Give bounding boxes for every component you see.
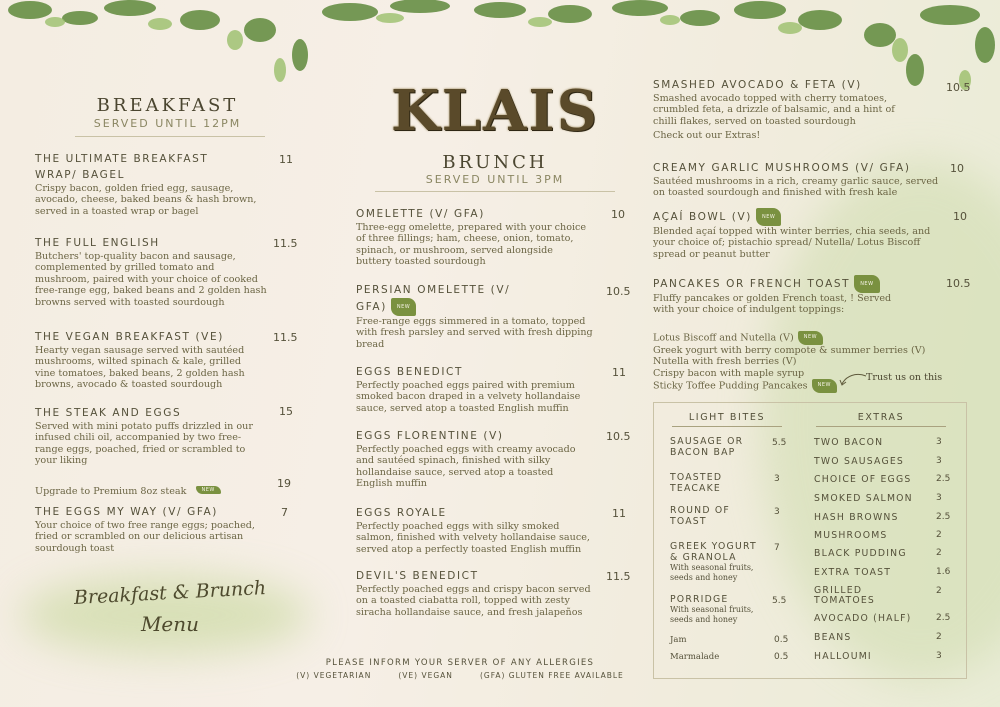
light-bite-price: 7 [774, 543, 780, 553]
light-bite-price: 0.5 [774, 652, 789, 662]
item-price: 11 [279, 153, 293, 166]
callout-arrow-icon [838, 370, 868, 388]
extra-item: HASH BROWNS [814, 512, 899, 523]
topping-item: Crispy bacon with maple syrup [653, 367, 805, 379]
item-price: 11.5 [273, 237, 298, 250]
light-bite-name: SAUSAGE OR [670, 436, 744, 447]
item-name: CREAMY GARLIC MUSHROOMS (V/ GFA) [653, 162, 911, 174]
extra-price: 3 [936, 456, 942, 466]
allergy-notice: PLEASE INFORM YOUR SERVER OF ANY ALLERGIES [325, 658, 595, 668]
item-name-row [653, 208, 973, 226]
new-badge: NEW [756, 208, 781, 226]
item-name: THE VEGAN BREAKFAST (VE) [35, 331, 224, 343]
topping-text: Lotus Biscoff and Nutella (V) [653, 332, 794, 344]
item-name-cont [356, 298, 636, 316]
light-bite-sub: With seasonal fruits, seeds and honey [670, 605, 754, 624]
extra-price: 1.6 [936, 567, 951, 577]
light-bite-name: TOASTED [670, 472, 723, 483]
item-price: 11.5 [606, 570, 631, 583]
item-price: 10 [950, 162, 964, 175]
menu-item [356, 505, 636, 555]
menu-item [35, 235, 300, 308]
extra-item: BEANS [814, 632, 852, 643]
topping-item [653, 331, 953, 345]
extra-item: GRILLED TOMATOES [814, 585, 876, 606]
light-bite-name-2: & GRANOLA [670, 552, 737, 563]
menu-item [35, 151, 300, 217]
item-price: 15 [279, 405, 293, 418]
item-description: Perfectly poached eggs paired with premium smoked bacon draped in a velvety hollandaise sauce, served atop a toasted English muffin [356, 380, 581, 414]
extra-price: 2 [936, 548, 942, 558]
item-name: THE STEAK AND EGGS [35, 407, 182, 419]
script-title-line2: Menu [140, 612, 200, 636]
item-price: 10 [953, 210, 967, 223]
item-name: THE EGGS MY WAY (V/ GFA) [35, 506, 218, 518]
menu-item [356, 282, 636, 350]
item-description: Perfectly poached eggs with silky smoked salmon, finished with velvety hollandaise sauce, served atop a perfectly toasted English muffin [356, 521, 590, 555]
menu-item [356, 428, 636, 490]
menu-item [653, 77, 973, 142]
menu-item [356, 206, 636, 268]
item-name: DEVIL'S BENEDICT [356, 570, 479, 582]
new-badge: NEW [798, 331, 823, 345]
breakfast-title: BREAKFAST [96, 95, 239, 116]
menu-item [35, 329, 300, 391]
light-bite-price: 3 [774, 474, 780, 484]
item-description: Served with mini potato puffs drizzled in our infused chili oil, accompanied by two free-range eggs, poached, fried or scrambled to your liking [35, 421, 253, 467]
light-bite-price: 5.5 [772, 596, 787, 606]
item-name: PERSIAN OMELETTE (V/ [356, 284, 511, 296]
item-name: OMELETTE (V/ GFA) [356, 208, 485, 220]
item-name: EGGS BENEDICT [356, 366, 463, 378]
light-bite-item [670, 541, 770, 583]
item-description: Free-range eggs simmered in a tomato, topped with fresh parsley and served with fresh dipping bread [356, 316, 593, 350]
extra-item: SMOKED SALMON [814, 493, 913, 504]
light-bites-title: LIGHT BITES [672, 412, 782, 427]
light-bite-name-2: TOAST [670, 516, 707, 527]
extra-price: 2.5 [936, 474, 951, 484]
menu-item [653, 208, 973, 260]
light-bite-name-2: BACON BAP [670, 447, 736, 458]
new-badge: NEW [391, 298, 416, 316]
item-price: 11.5 [273, 331, 298, 344]
light-bite-item [670, 594, 770, 625]
topping-text: Sticky Toffee Pudding Pancakes [653, 380, 808, 392]
brunch-title: BRUNCH [442, 152, 548, 173]
upgrade-price: 19 [277, 477, 291, 490]
breakfast-subtitle: SERVED UNTIL 12PM [93, 117, 242, 130]
divider [75, 136, 265, 137]
extra-price: 3 [936, 493, 942, 503]
toppings-list [653, 331, 953, 393]
item-name: SMASHED AVOCADO & FETA (V) [653, 79, 862, 91]
extra-price: 2.5 [936, 613, 951, 623]
item-price: 10.5 [606, 285, 631, 298]
topping-item: Greek yogurt with berry compote & summer berries (V) [653, 344, 926, 356]
extra-item: BLACK PUDDING [814, 548, 907, 559]
brunch-subtitle: SERVED UNTIL 3PM [425, 173, 565, 186]
extra-item: HALLOUMI [814, 651, 872, 662]
extra-item: TWO SAUSAGES [814, 456, 905, 467]
light-bite-name: ROUND OF [670, 505, 730, 516]
item-description: Hearty vegan sausage served with sautéed mushrooms, wilted spinach & kale, grilled vine tomatoes, baked beans, 2 golden hash browns, avocado & toasted sourdough [35, 345, 245, 391]
breakfast-section [30, 95, 295, 137]
light-bite-item [670, 505, 770, 527]
light-bite-sub: With seasonal fruits, seeds and honey [670, 563, 754, 582]
item-description: Butchers' top-quality bacon and sausage, complemented by grilled tomato and mushroom, paired with your choice of cooked free-range egg, baked beans and 2 golden hash browns served with toasted sourdough [35, 251, 267, 308]
extra-price: 2.5 [936, 512, 951, 522]
light-bite-price: 3 [774, 507, 780, 517]
extra-item: MUSHROOMS [814, 530, 888, 541]
extra-item: AVOCADO (HALF) [814, 613, 912, 624]
new-badge: NEW [196, 486, 221, 494]
upgrade-text: Upgrade to Premium 8oz steak [35, 486, 187, 497]
menu-item [356, 568, 636, 618]
new-badge: NEW [854, 275, 879, 293]
upgrade-line [35, 479, 300, 498]
item-description: Fluffy pancakes or golden French toast, ! Served with your choice of indulgent toppings: [653, 293, 892, 316]
item-price: 7 [281, 506, 288, 519]
extra-item: EXTRA TOAST [814, 567, 892, 578]
item-name: EGGS ROYALE [356, 507, 447, 519]
brand-logo: KLAIS [390, 78, 600, 144]
dietary-legend: (V) VEGETARIAN (VE) VEGAN (GFA) GLUTEN FREE AVAILABLE [296, 671, 624, 680]
item-name: AÇAÍ BOWL (V) [653, 211, 752, 223]
extra-price: 3 [936, 437, 942, 447]
light-bite-name-2: TEACAKE [670, 483, 721, 494]
topping-item: Nutella with fresh berries (V) [653, 356, 797, 368]
extra-price: 2 [936, 530, 942, 540]
item-name-row [653, 275, 973, 293]
script-menu-title [40, 576, 300, 636]
item-name-line2: GFA) [356, 301, 387, 313]
light-bite-name: PORRIDGE [670, 594, 729, 605]
item-price: 11 [612, 507, 626, 520]
item-description: Three-egg omelette, prepared with your choice of three fillings; ham, cheese, onion, tomato, spinach, or mushroom, served alongside buttery toasted sourdough [356, 222, 587, 268]
menu-item [35, 405, 300, 467]
light-bite-name: GREEK YOGURT [670, 541, 757, 552]
item-name: THE FULL ENGLISH [35, 237, 160, 249]
callout-text: Trust us on this [866, 372, 943, 383]
item-description: Sautéed mushrooms in a rich, creamy garlic sauce, served on toasted sourdough and finished with fresh kale [653, 176, 939, 199]
item-description: Your choice of two free range eggs; poached, fried or scrambled on our delicious artisan sourdough toast [35, 520, 255, 554]
item-name: PANCAKES OR FRENCH TOAST [653, 278, 851, 290]
item-name: EGGS FLORENTINE (V) [356, 430, 504, 442]
script-title-line1: Breakfast & Brunch [73, 576, 267, 610]
extra-price: 2 [936, 586, 942, 596]
item-description: Perfectly poached eggs and crispy bacon served on a toasted ciabatta roll, topped with zesty siracha hollandaise sauce, and fresh jalapeños [356, 584, 591, 618]
menu-item [653, 160, 973, 199]
light-bite-price: 0.5 [774, 635, 789, 645]
extra-price: 3 [936, 651, 942, 661]
extra-item: TWO BACON [814, 437, 884, 448]
menu-item [35, 504, 300, 554]
item-description: Crispy bacon, golden fried egg, sausage, avocado, cheese, baked beans & hash brown, served in a toasted wrap or bagel [35, 183, 257, 217]
item-price: 10.5 [606, 430, 631, 443]
extra-price: 2 [936, 632, 942, 642]
light-bite-item: Jam [670, 635, 687, 645]
menu-item [356, 364, 636, 414]
extras-note: Check out our Extras! [653, 130, 761, 142]
item-name: THE ULTIMATE BREAKFAST WRAP/ BAGEL [35, 153, 209, 181]
extra-item: CHOICE OF EGGS [814, 474, 912, 485]
extras-title: EXTRAS [816, 412, 946, 427]
new-badge: NEW [812, 379, 837, 393]
item-price: 11 [612, 366, 626, 379]
menu-item [653, 275, 973, 316]
divider [375, 191, 615, 192]
item-price: 10 [611, 208, 625, 221]
brunch-heading [385, 152, 605, 192]
light-bite-item [670, 472, 770, 494]
item-price: 10.5 [946, 277, 971, 290]
item-price: 10.5 [946, 81, 971, 94]
item-description: Smashed avocado topped with cherry tomatoes, crumbled feta, a drizzle of balsamic, and a hint of chilli flakes, served on toasted sourdough [653, 93, 895, 127]
item-description: Perfectly poached eggs with creamy avocado and sautéed spinach, finished with silky hollandaise sauce, served atop a toasted English muffin [356, 444, 576, 490]
item-description: Blended açaí topped with winter berries, chia seeds, and your choice of; pistachio spread/ Nutella/ Lotus Biscoff spread or peanut butter [653, 226, 931, 260]
light-bite-item [670, 436, 770, 458]
light-bite-price: 5.5 [772, 438, 787, 448]
light-bite-item: Marmalade [670, 652, 720, 662]
